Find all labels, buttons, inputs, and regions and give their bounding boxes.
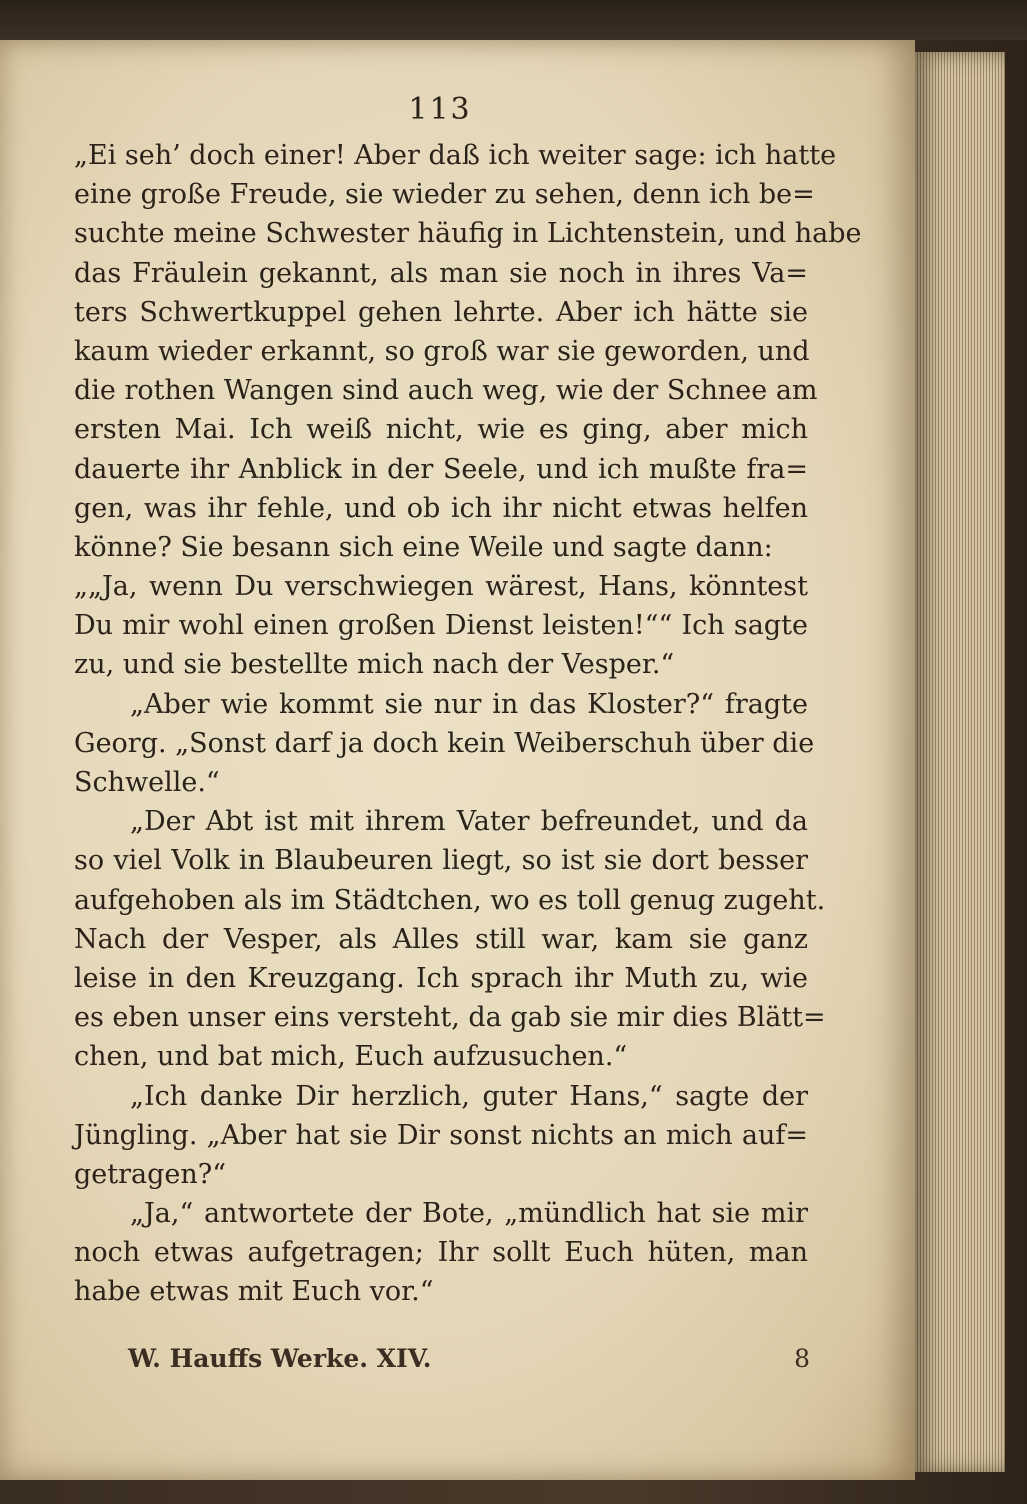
text-line: dauerte ihr Anblick in der Seele, und ich mußte fra= [74,453,808,485]
text-line: könne? Sie besann sich eine Weile und sagte dann: [74,531,773,563]
text-line: noch etwas aufgetragen; Ihr sollt Euch hüten, man [74,1237,808,1269]
text-line: „„Ja, wenn Du verschwiegen wärest, Hans, könntest [74,571,808,603]
text-line: Schwelle.“ [74,767,220,798]
text-line: „Ja,“ antwortete der Bote, „mündlich hat sie mir [130,1198,808,1230]
text-line: aufgehoben als im Städtchen, wo es toll genug zugeht. [74,884,826,916]
footer-signature-number: 8 [794,1344,810,1373]
text-line: „Aber wie kommt sie nur in das Kloster?“ fragte [130,688,808,720]
book-cover-top [0,0,1027,40]
page-edges [915,52,1005,1472]
text-line: Jüngling. „Aber hat sie Dir sonst nichts an mich auf= [74,1119,808,1151]
text-line: Georg. „Sonst darf ja doch kein Weiberschuh über die [74,727,815,759]
text-line: chen, und bat mich, Euch aufzusuchen.“ [74,1041,628,1073]
text-line: so viel Volk in Blaubeuren liegt, so ist sie dort besser [74,845,808,877]
text-line: Du mir wohl einen großen Dienst leisten!““ Ich sagte [74,610,808,642]
text-line: gen, was ihr fehle, und ob ich ihr nicht etwas helfen [74,492,808,524]
text-line: suchte meine Schwester häufig in Lichtenstein, und habe [74,218,862,250]
text-line: „Ei seh’ doch einer! Aber daß ich weiter sage: ich hatte [74,140,837,171]
page-number: 113 [408,92,472,127]
page-footer [128,1344,810,1384]
text-line: das Fräulein gekannt, als man sie noch in ihres Va= [74,257,808,289]
footer-signature: W. Hauffs Werke. XIV. [128,1344,432,1373]
text-line: „Ich danke Dir herzlich, guter Hans,“ sagte der [130,1080,808,1112]
text-line: leise in den Kreuzgang. Ich sprach ihr Muth zu, wie [74,962,808,994]
text-line: getragen?“ [74,1158,227,1190]
text-line: Nach der Vesper, als Alles still war, kam sie ganz [74,923,808,955]
text-line: ersten Mai. Ich weiß nicht, wie es ging, aber mich [74,414,808,446]
text-line: es eben unser eins versteht, da gab sie mir dies Blätt= [74,1002,826,1034]
text-line: „Der Abt ist mit ihrem Vater befreundet, und da [130,806,808,838]
text-line: habe etwas mit Euch vor.“ [74,1276,434,1308]
text-line: eine große Freude, sie wieder zu sehen, denn ich be= [74,179,815,211]
body-text [74,136,862,1312]
text-line: die rothen Wangen sind auch weg, wie der Schnee am [74,375,818,407]
text-line: ters Schwertkuppel gehen lehrte. Aber ich hätte sie [74,296,808,328]
text-line: kaum wieder erkannt, so groß war sie geworden, und [74,335,810,367]
text-line: zu, und sie bestellte mich nach der Vesper.“ [74,649,675,681]
